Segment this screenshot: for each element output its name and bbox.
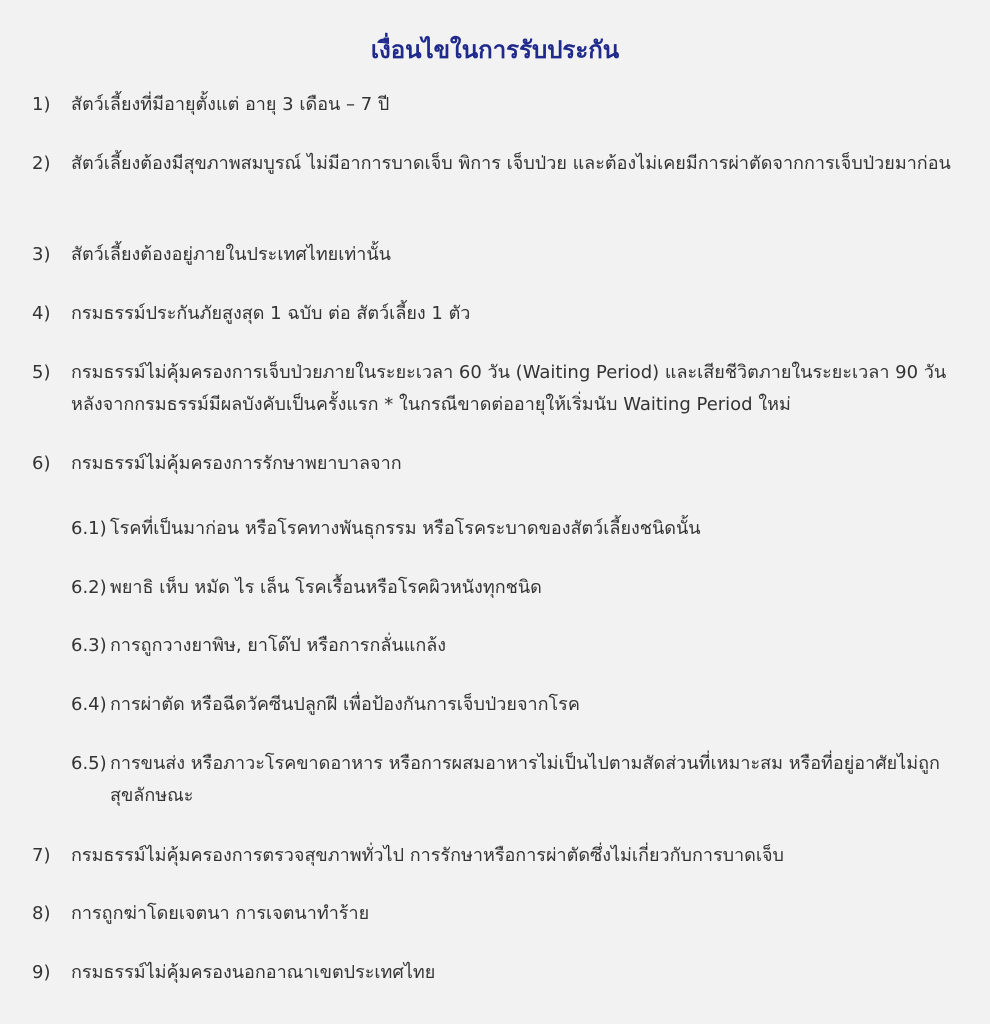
subitem-text: การถูกวางยาพิษ, ยาโด๊ป หรือการกลั่นแกล้ง [110,635,447,656]
item-text: กรมธรรม์ไม่คุ้มครองนอกอาณาเขตประเทศไทย [71,962,436,983]
item-text: การถูกฆ่าโดยเจตนา การเจตนาทำร้าย [71,903,370,924]
item-text: กรมธรรม์ไม่คุ้มครองการตรวจสุขภาพทั่วไป การรักษาหรือการผ่าตัดซึ่งไม่เกี่ยวกับการบาดเจ็บ [71,845,784,866]
item-text: กรมธรรม์ประกันภัยสูงสุด 1 ฉบับ ต่อ สัตว์เลี้ยง 1 ตัว [71,303,471,324]
subitem-text: โรคที่เป็นมาก่อน หรือโรคทางพันธุกรรม หรือโรคระบาดของสัตว์เลี้ยงชนิดนั้น [110,518,701,539]
subitem-number: 6.2) [71,577,107,598]
item-number: 1) [32,94,51,115]
item-number: 7) [32,845,51,866]
item-text: กรมธรรม์ไม่คุ้มครองการรักษาพยาบาลจาก [71,453,402,474]
subitem-number: 6.3) [71,635,107,656]
item-text: สัตว์เลี้ยงต้องอยู่ภายในประเทศไทยเท่านั้น [71,244,391,265]
item-number: 3) [32,244,51,265]
item-text: กรมธรรม์ไม่คุ้มครองการเจ็บป่วยภายในระยะเวลา 60 วัน (Waiting Period) และเสียชีวิตภายในระยะเวลา 90 วัน หลังจากกรมธรรม์มีผลบังคับเป็นครั้งแรก * ในกรณีขาดต่ออายุให้เริ่มนับ Waiting Period ใหม่ [71,362,947,415]
item-text: สัตว์เลี้ยงที่มีอายุตั้งแต่ อายุ 3 เดือน – 7 ปี [71,94,390,115]
subitem-number: 6.4) [71,694,107,715]
subitem-number: 6.1) [71,518,107,539]
page-title: เงื่อนไขในการรับประกัน [370,36,620,64]
subitem-number: 6.5) [71,753,107,774]
item-number: 6) [32,453,51,474]
item-number: 2) [32,153,51,174]
subitem-text: พยาธิ เห็บ หมัด ไร เล็น โรคเรื้อนหรือโรคผิวหนังทุกชนิด [110,577,542,598]
item-text: สัตว์เลี้ยงต้องมีสุขภาพสมบูรณ์ ไม่มีอาการบาดเจ็บ พิการ เจ็บป่วย และต้องไม่เคยมีการผ่าตัดจากการเจ็บป่วยมาก่อน [71,153,951,174]
item-number: 4) [32,303,51,324]
subitem-text: การขนส่ง หรือภาวะโรคขาดอาหาร หรือการผสมอาหารไม่เป็นไปตามสัดส่วนที่เหมาะสม หรือที่อยู่อาศัยไม่ถูกสุขลักษณะ [110,753,940,806]
item-number: 5) [32,362,51,383]
subitem-text: การผ่าตัด หรือฉีดวัคซีนปลูกฝี เพื่อป้องกันการเจ็บป่วยจากโรค [110,694,580,715]
item-number: 9) [32,962,51,983]
item-number: 8) [32,903,51,924]
